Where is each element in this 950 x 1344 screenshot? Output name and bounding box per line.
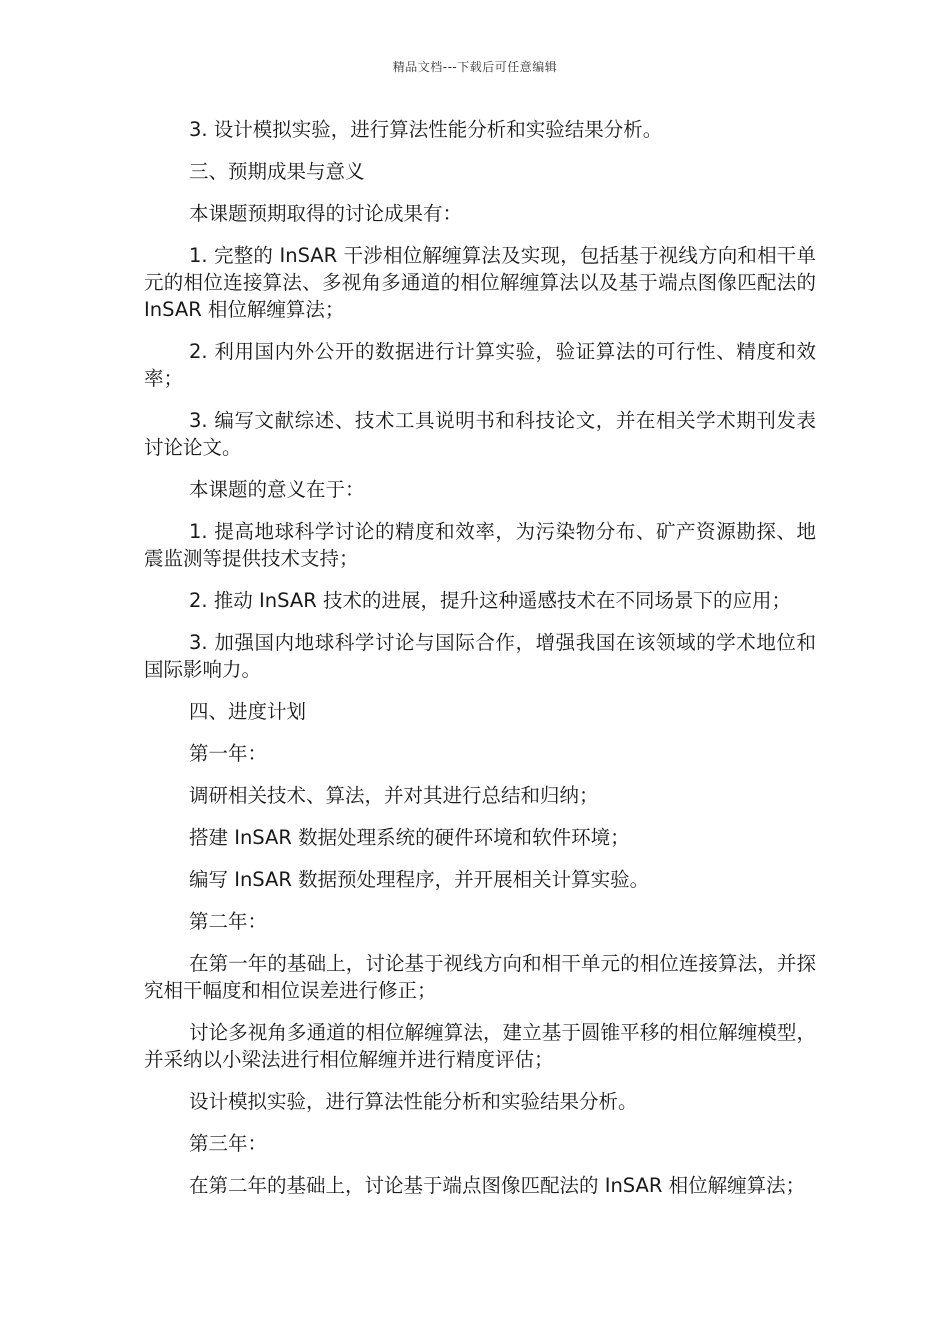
paragraph: 2. 利用国内外公开的数据进行计算实验，验证算法的可行性、精度和效率；: [144, 340, 816, 390]
paragraph: 调研相关技术、算法，并对其进行总结和归纳；: [189, 784, 599, 807]
paragraph: 搭建 InSAR 数据处理系统的硬件环境和软件环境；: [189, 826, 630, 849]
paragraph: 本课题预期取得的讨论成果有：: [189, 202, 463, 225]
paragraph: 第三年：: [189, 1132, 268, 1155]
paragraph: 第二年：: [189, 910, 268, 933]
paragraph: 3. 编写文献综述、技术工具说明书和科技论文，并在相关学术期刊发表讨论论文。: [144, 409, 816, 459]
section-heading: 三、预期成果与意义: [189, 160, 365, 183]
document-body: [144, 116, 816, 1214]
paragraph: 本课题的意义在于：: [189, 478, 365, 501]
paragraph: 讨论多视角多通道的相位解缠算法，建立基于圆锥平移的相位解缠模型，并采纳以小梁法进行相位解缠并进行精度评估；: [144, 1021, 816, 1071]
paragraph: 在第二年的基础上，讨论基于端点图像匹配法的 InSAR 相位解缠算法；: [189, 1174, 806, 1197]
paragraph: 1. 提高地球科学讨论的精度和效率，为污染物分布、矿产资源勘探、地震监测等提供技术支持；: [144, 520, 816, 570]
paragraph: 编写 InSAR 数据预处理程序，并开展相关计算实验。: [189, 868, 650, 891]
paragraph: 设计模拟实验，进行算法性能分析和实验结果分析。: [189, 1090, 638, 1113]
section-heading: 四、进度计划: [189, 700, 307, 723]
paragraph: 1. 完整的 InSAR 干涉相位解缠算法及实现，包括基于视线方向和相干单元的相位连接算法、多视角多通道的相位解缠算法以及基于端点图像匹配法的 InSAR 相位解缠算法；: [144, 244, 816, 321]
paragraph: 3. 设计模拟实验，进行算法性能分析和实验结果分析。: [189, 118, 663, 141]
page-header: 精品文档---下载后可任意编辑: [392, 60, 558, 74]
paragraph: 在第一年的基础上，讨论基于视线方向和相干单元的相位连接算法，并探究相干幅度和相位误差进行修正；: [144, 952, 816, 1002]
paragraph: 第一年：: [189, 742, 268, 765]
paragraph: 3. 加强国内地球科学讨论与国际合作，增强我国在该领域的学术地位和国际影响力。: [144, 631, 816, 681]
paragraph: 2. 推动 InSAR 技术的进展，提升这种遥感技术在不同场景下的应用；: [189, 589, 791, 612]
